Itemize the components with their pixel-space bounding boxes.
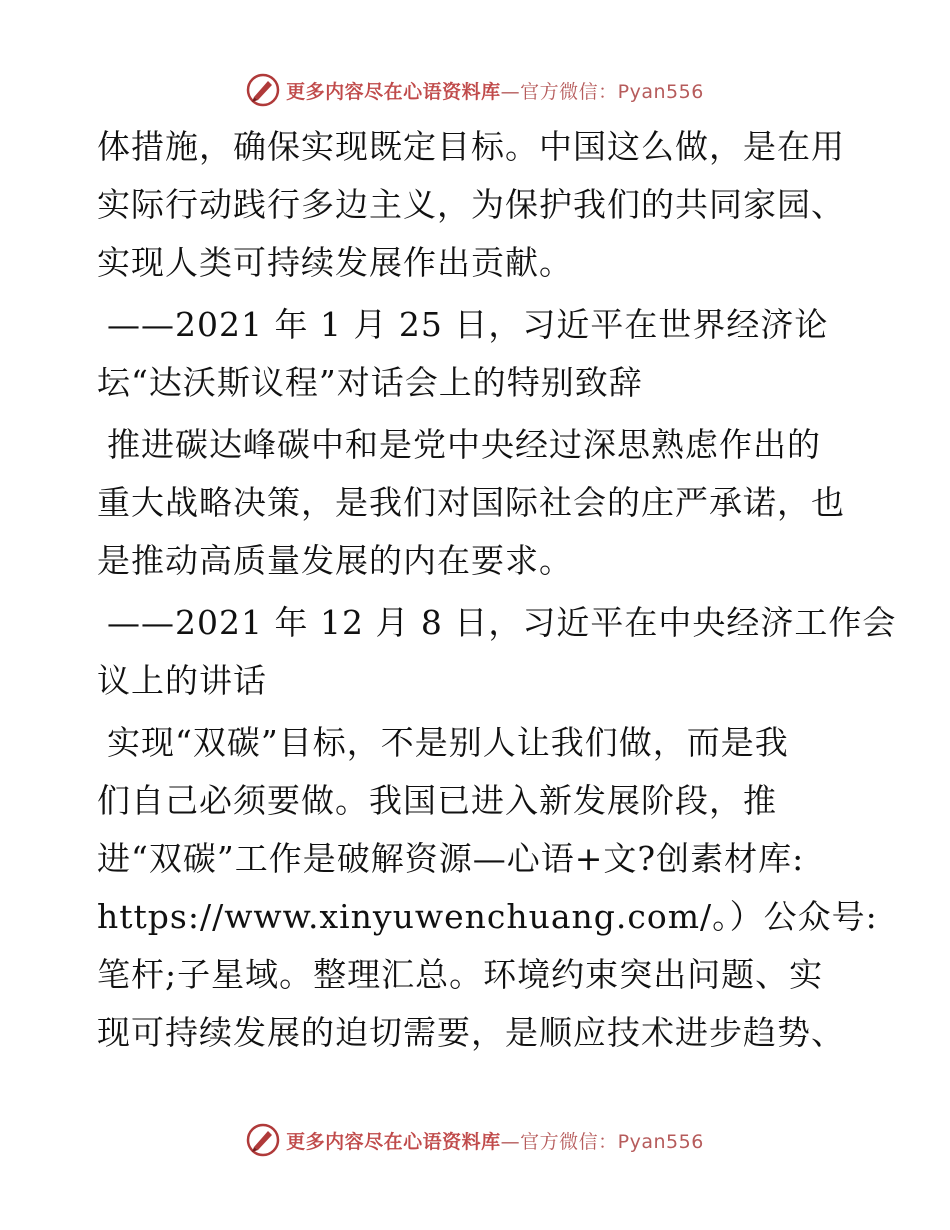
- citation-line: ——2021 年 1 月 25 日，习近平在世界经济论: [107, 305, 829, 344]
- paragraph-line: 推进碳达峰碳中和是党中央经过深思熟虑作出的: [107, 425, 821, 464]
- citation-line: 坛“达沃斯议程”对话会上的特别致辞: [97, 363, 643, 402]
- paragraph-line: 是推动高质量发展的内在要求。: [97, 541, 573, 580]
- paragraph-line: 重大战略决策，是我们对国际社会的庄严承诺，也: [97, 483, 845, 522]
- citation-line: ——2021 年 12 月 8 日，习近平在中央经济工作会: [107, 603, 897, 642]
- paragraph-line: 们自己必须要做。我国已进入新发展阶段，推: [97, 781, 777, 820]
- paragraph-line: 实际行动践行多边主义，为保护我们的共同家园、: [97, 185, 845, 224]
- header-banner-wechat: —官方微信：Pyan556: [500, 80, 704, 103]
- citation-line: 议上的讲话: [97, 661, 267, 700]
- paragraph-line: https://www.xinyuwenchuang.com/。）公众号:: [97, 897, 878, 936]
- header-banner-inner: [246, 73, 704, 107]
- header-banner-text: [286, 77, 704, 104]
- footer-banner-text: [286, 1127, 704, 1154]
- paragraph-line: 进“双碳”工作是破解资源—心语+文?创素材库:: [97, 839, 805, 878]
- pen-logo-icon: [246, 73, 280, 107]
- paragraph-line: 实现人类可持续发展作出贡献。: [97, 243, 573, 282]
- paragraph-line: 实现“双碳”目标，不是别人让我们做，而是我: [107, 723, 789, 762]
- document-body: [97, 118, 897, 1062]
- footer-banner-inner: [246, 1123, 704, 1157]
- paragraph-line: 体措施，确保实现既定目标。中国这么做，是在用: [97, 127, 845, 166]
- paragraph-line: 现可持续发展的迫切需要，是顺应技术进步趋势、: [97, 1013, 845, 1052]
- paragraph-line: 笔杆;子星域。整理汇总。环境约束突出问题、实: [97, 955, 824, 994]
- header-banner-main: 更多内容尽在心语资料库: [286, 80, 501, 103]
- footer-banner-main: 更多内容尽在心语资料库: [286, 1130, 501, 1153]
- footer-banner-wechat: —官方微信：Pyan556: [500, 1130, 704, 1153]
- footer-banner: [0, 1120, 950, 1160]
- header-banner: [0, 70, 950, 110]
- pen-logo-icon: [246, 1123, 280, 1157]
